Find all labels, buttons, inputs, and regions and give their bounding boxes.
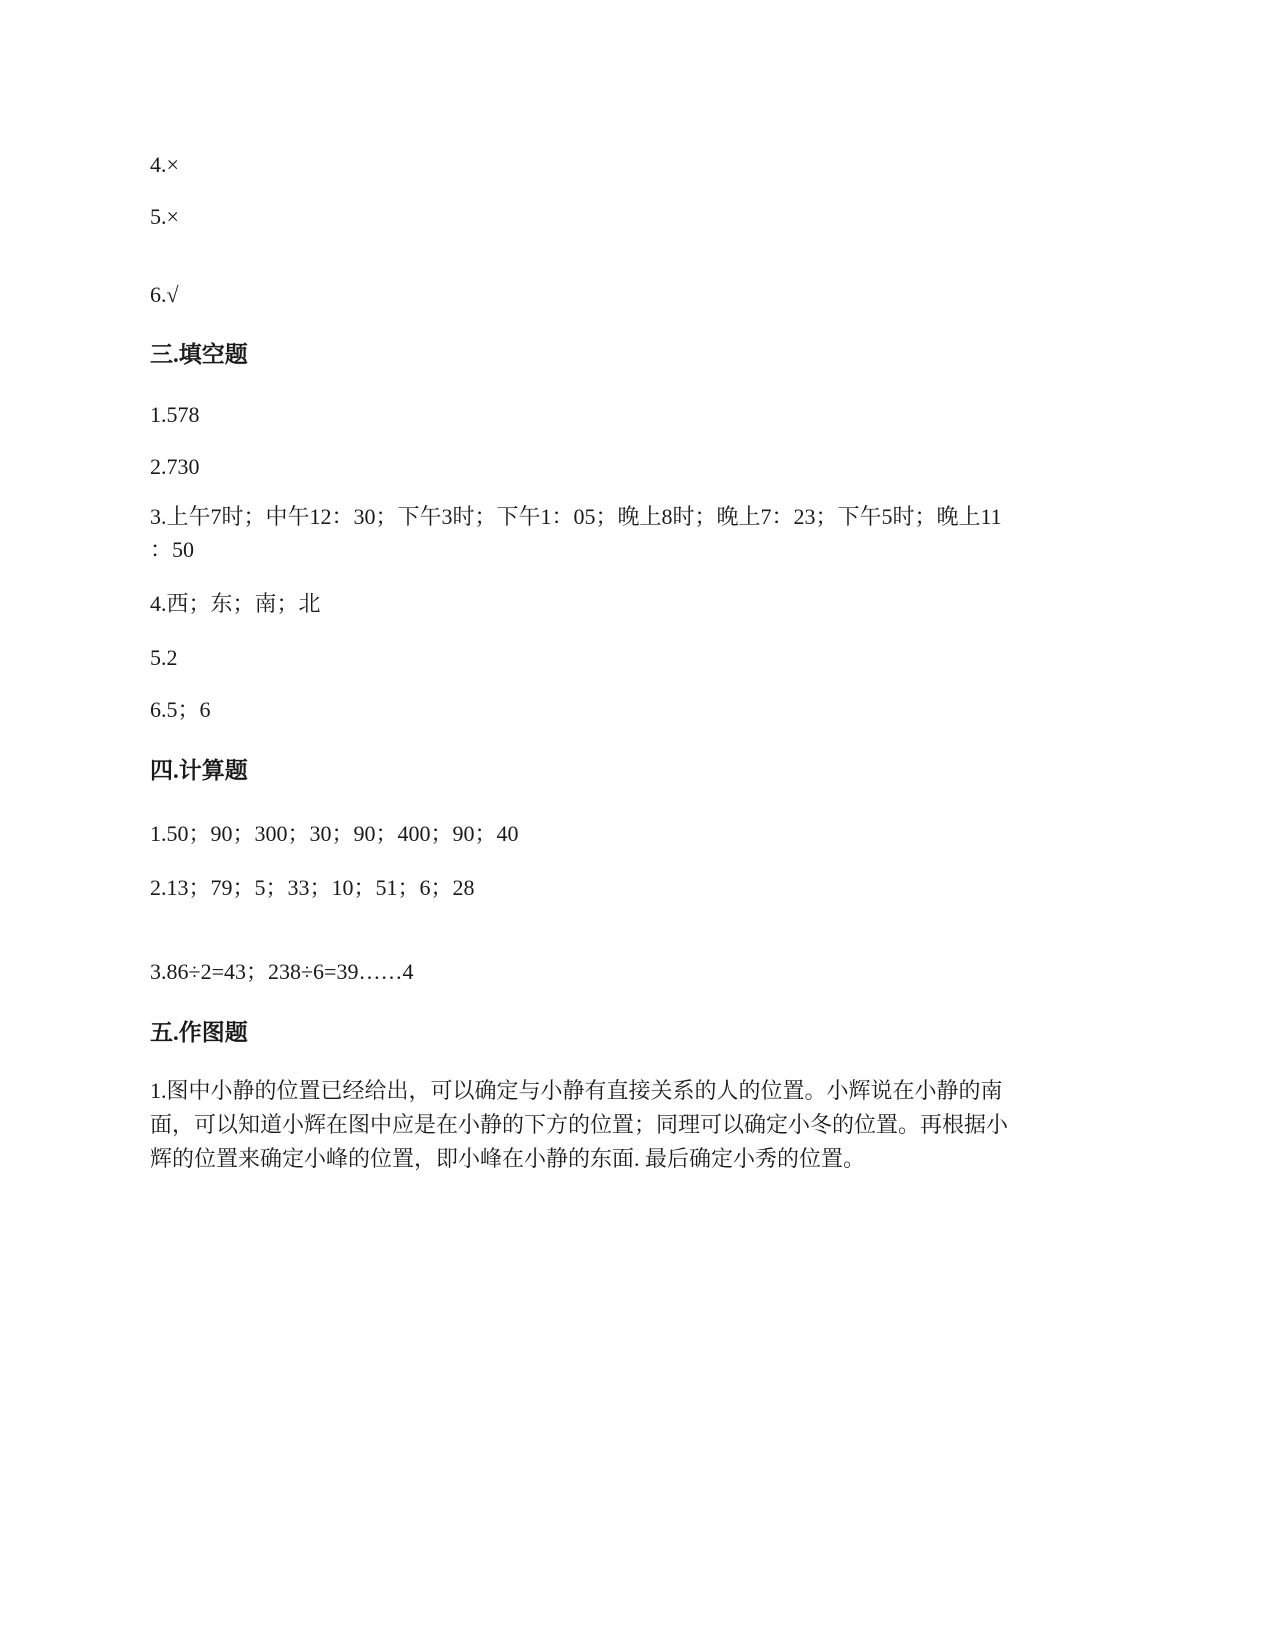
section-5-title: 五.作图题 [150,1020,248,1045]
fill-answer-3: 3.上午7时；中午12：30；下午3时；下午1：05；晚上8时；晚上7：23；下午5时；晚上11 [150,504,1002,529]
calc-answer-2: 2.13；79；5；33；10；51；6；28 [150,875,475,900]
judge-answer-6: 6.√ [150,282,179,307]
drawing-answer-line: 1.图中小静的位置已经给出，可以确定与小静有直接关系的人的位置。小辉说在小静的南 [150,1078,1003,1103]
calc-answer-3: 3.86÷2=43；238÷6=39……4 [150,959,414,984]
fill-answer-3-continued: ：50 [150,537,195,562]
fill-answer-2: 2.730 [150,454,200,479]
fill-answer-5: 5.2 [150,645,178,670]
section-4-title: 四.计算题 [150,758,248,783]
fill-answer-1: 1.578 [150,402,200,427]
calc-answer-1: 1.50；90；300；30；90；400；90；40 [150,821,519,846]
drawing-answer-line: 面，可以知道小辉在图中应是在小静的下方的位置；同理可以确定小冬的位置。再根据小 [150,1112,1009,1137]
section-3-title: 三.填空题 [150,342,248,367]
judge-answer-5: 5.× [150,204,179,229]
fill-answer-4: 4.西；东；南；北 [150,591,321,616]
drawing-answer-1 [150,1074,1125,1176]
fill-answer-6: 6.5；6 [150,697,211,722]
judge-answer-4: 4.× [150,152,179,177]
drawing-answer-line: 辉的位置来确定小峰的位置，即小峰在小静的东面. 最后确定小秀的位置。 [150,1146,866,1171]
